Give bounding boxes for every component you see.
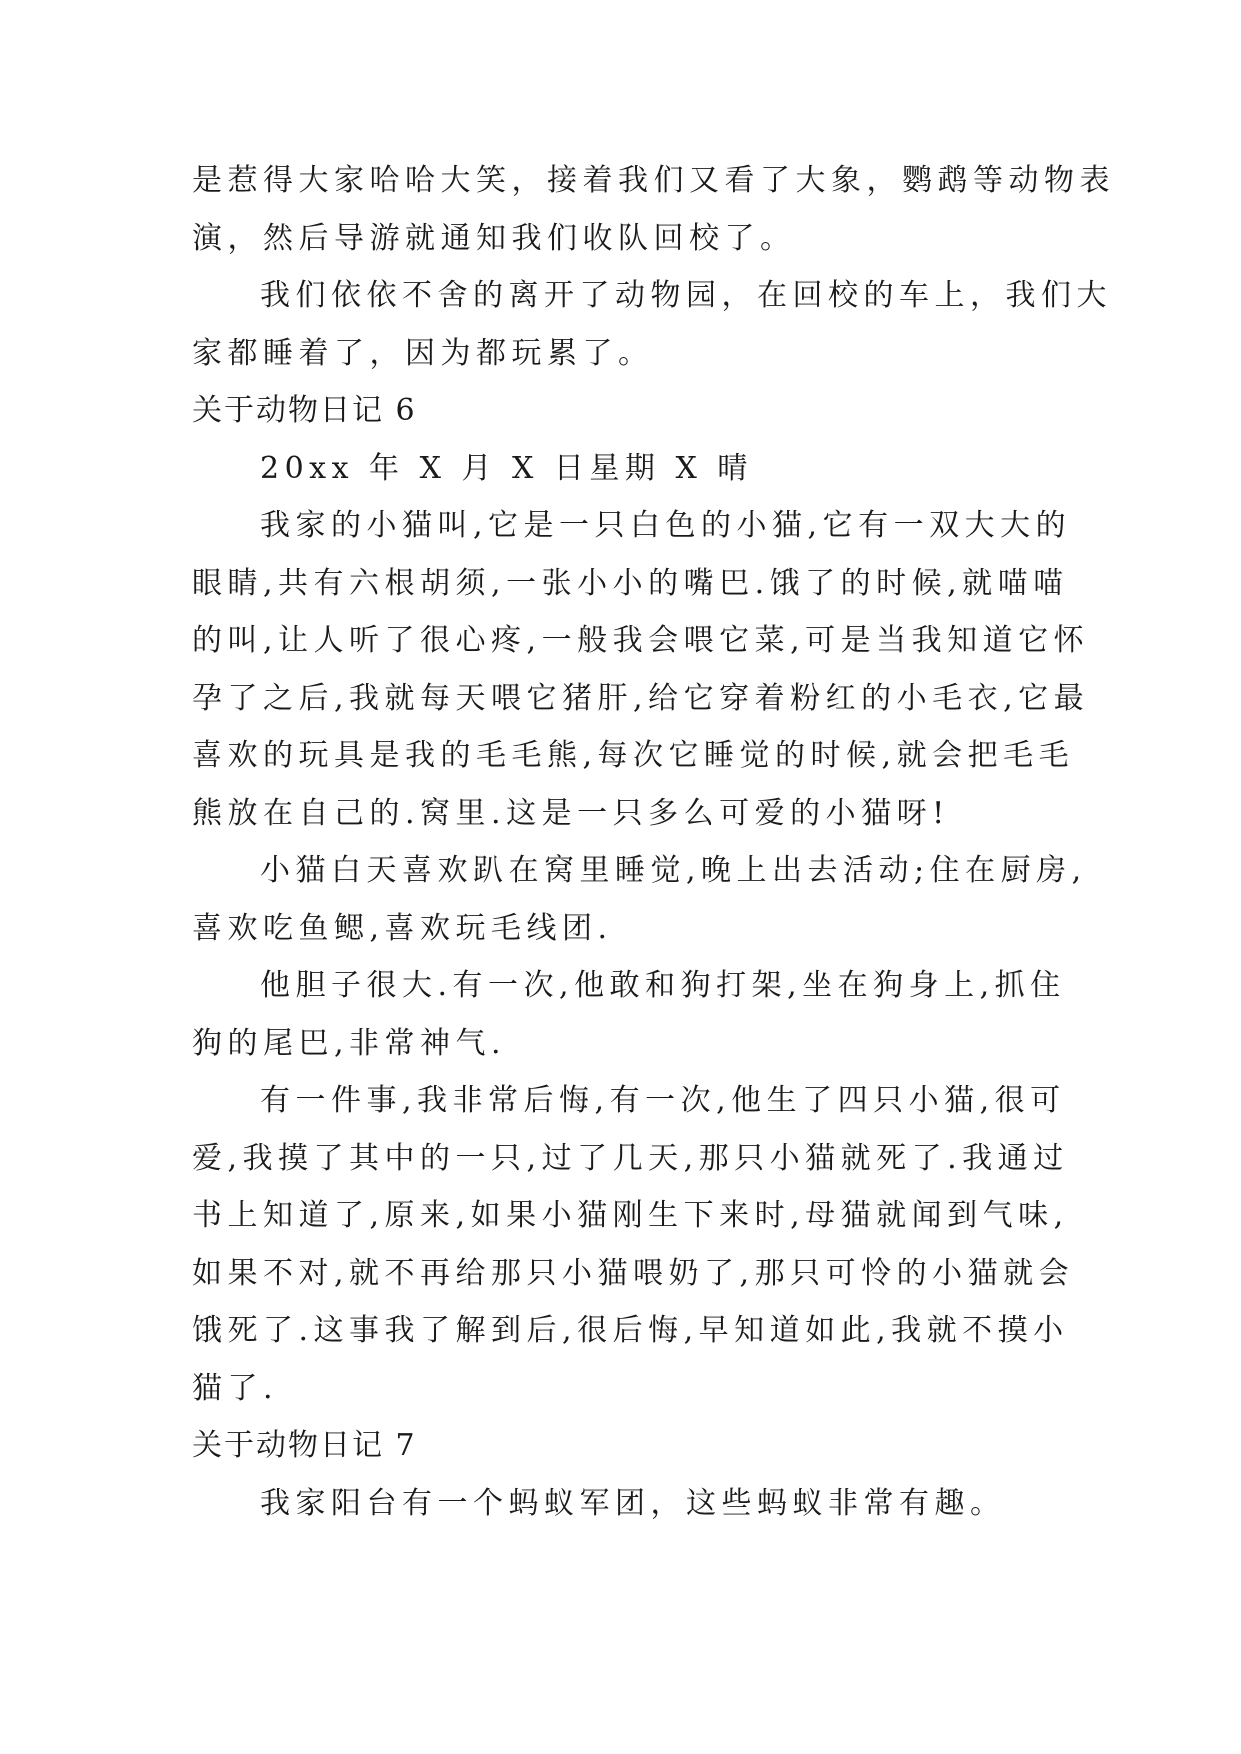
paragraph-line: 狗的尾巴,非常神气.	[192, 1025, 507, 1061]
paragraph	[192, 267, 1112, 382]
paragraph-line: 猫了.	[192, 1370, 279, 1406]
paragraph-line: 我家的小猫叫,它是一只白色的小猫,它有一双大大的	[260, 508, 1072, 543]
paragraph-line: 我们依依不舍的离开了动物园，在回校的车上，我们大	[260, 278, 1112, 313]
paragraph-line: 家都睡着了，因为都玩累了。	[192, 335, 654, 371]
paragraph	[192, 1475, 1052, 1533]
paragraph-line: 爱,我摸了其中的一只,过了几天,那只小猫就死了.我通过	[192, 1140, 1069, 1176]
paragraph-line: 小猫白天喜欢趴在窝里睡觉,晚上出去活动;住在厨房,	[260, 853, 1087, 888]
paragraph-line: 如果不对,就不再给那只小猫喂奶了,那只可怜的小猫就会	[192, 1255, 1075, 1291]
paragraph-line: 他胆子很大.有一次,他敢和狗打架,坐在狗身上,抓住	[260, 968, 1066, 1003]
paragraph	[192, 497, 1090, 842]
paragraph-line: 有一件事,我非常后悔,有一次,他生了四只小猫,很可	[260, 1083, 1066, 1118]
paragraph-line: 眼睛,共有六根胡须,一张小小的嘴巴.饿了的时候,就喵喵	[192, 565, 1069, 601]
paragraph-line: 喜欢吃鱼鳃,喜欢玩毛线团.	[192, 910, 613, 946]
paragraph-line: 我家阳台有一个蚂蚁军团，这些蚂蚁非常有趣。	[260, 1485, 1006, 1521]
paragraph-line: 书上知道了,原来,如果小猫刚生下来时,母猫就闻到气味,	[192, 1198, 1069, 1233]
paragraph-line: 演，然后导游就通知我们收队回校了。	[192, 220, 796, 256]
paragraph	[192, 957, 1066, 1072]
section-heading	[192, 1417, 1052, 1475]
paragraph-line: 的叫,让人听了很心疼,一般我会喂它菜,可是当我知道它怀	[192, 623, 1090, 658]
heading-text: 关于动物日记 6	[192, 393, 417, 428]
document-page	[192, 152, 1115, 1532]
paragraph	[192, 842, 1087, 957]
paragraph-line: 喜欢的玩具是我的毛毛熊,每次它睡觉的时候,就会把毛毛	[192, 738, 1075, 773]
paragraph	[192, 440, 1052, 498]
paragraph	[192, 1072, 1075, 1417]
paragraph-line: 20xx 年 X 月 X 日星期 X 晴	[260, 450, 753, 486]
section-heading	[192, 382, 1052, 440]
paragraph-line: 是惹得大家哈哈大笑，接着我们又看了大象，鹦鹉等动物表	[192, 163, 1115, 198]
paragraph-line: 饿死了.这事我了解到后,很后悔,早知道如此,我就不摸小	[192, 1313, 1069, 1348]
paragraph	[192, 152, 1115, 267]
paragraph-line: 孕了之后,我就每天喂它猪肝,给它穿着粉红的小毛衣,它最	[192, 680, 1090, 716]
paragraph-line: 熊放在自己的.窝里.这是一只多么可爱的小猫呀!	[192, 795, 950, 831]
heading-text: 关于动物日记 7	[192, 1428, 417, 1463]
